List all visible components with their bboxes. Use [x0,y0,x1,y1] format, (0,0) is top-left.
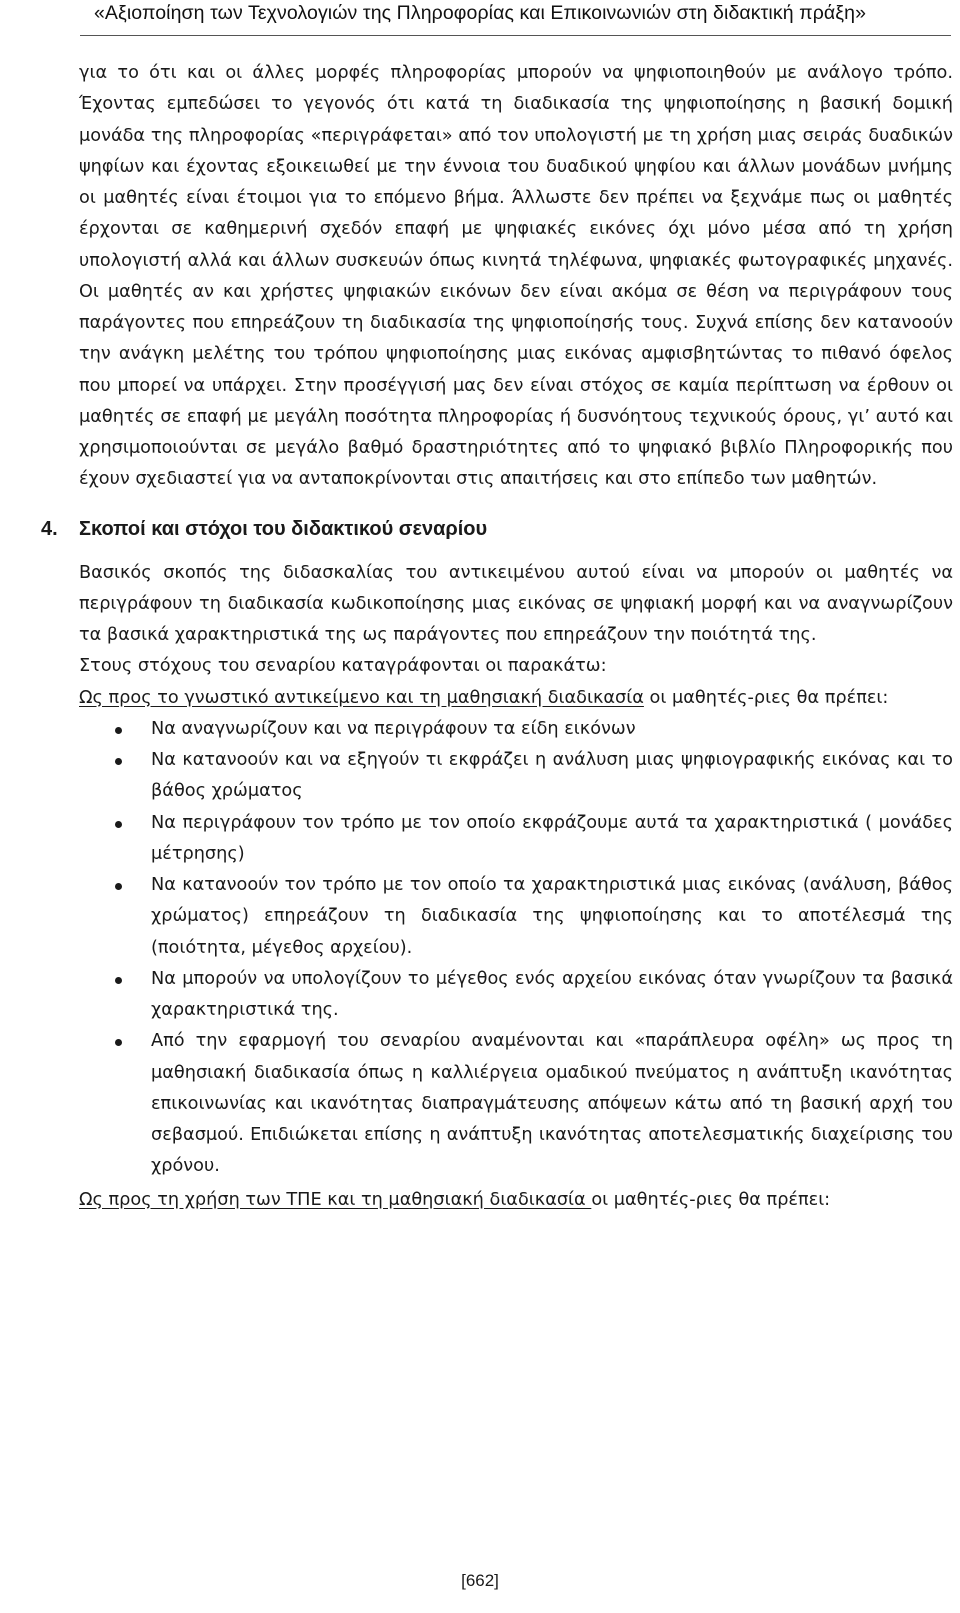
ict-underlined: Ως προς τη χρήση των ΤΠΕ και τη μαθησιακή διαδικασία [79,1189,592,1210]
section-heading [41,514,953,544]
page-body [41,58,953,1216]
list-item: Να κατανοούν και να εξηγούν τι εκφράζει η ανάλυση μιας ψηφιογραφικής εικόνας και το βάθος χρώματος [151,745,953,808]
knowledge-underlined: Ως προς το γνωστικό αντικείμενο και τη μαθησιακή διαδικασία [79,687,644,708]
knowledge-rest: οι μαθητές-ριες θα πρέπει: [643,687,889,708]
aim-paragraph: Βασικός σκοπός της διδασκαλίας του αντικειμένου αυτού είναι να μπορούν οι μαθητές να περιγράφουν τη διαδικασία κωδικοποίησης μιας εικόνας σε ψηφιακή μορφή και να αναγνωρίζουν τα βασικά χαρακτηριστικά της ως παράγοντες που επηρεάζουν την ποιότητά της. [79,562,953,645]
ict-intro [79,1185,953,1216]
list-item: Να περιγράφουν τον τρόπο με τον οποίο εκφράζουμε αυτά τα χαρακτηριστικά ( μονάδες μέτρησης) [151,808,953,871]
page-number: [662] [461,1571,499,1590]
list-item: Να κατανοούν τον τρόπο με τον οποίο τα χαρακτηριστικά μιας εικόνας (ανάλυση, βάθος χρώματος) επηρεάζουν τη διαδικασία της ψηφιοποίησης και το αποτέλεσμά της (ποιότητα, μέγεθος αρχείου). [151,870,953,964]
page-header: «Αξιοποίηση των Τεχνολογιών της Πληροφορίας και Επικοινωνιών στη διδακτική πράξη» [93,2,867,24]
list-item: Να μπορούν να υπολογίζουν το μέγεθος ενός αρχείου εικόνας όταν γνωρίζουν τα βασικά χαρακτηριστικά της. [151,964,953,1027]
header-rule [80,35,951,36]
intro-paragraph: για το ότι και οι άλλες μορφές πληροφορίας μπορούν να ψηφιοποιηθούν με ανάλογο τρόπο. Έχοντας εμπεδώσει το γεγονός ότι κατά τη διαδικασία της ψηφιοποίησης η βασική δομική μονάδα της πληροφορίας «περιγράφεται» από τον υπολογιστή με τη χρήση μιας σειράς δυαδικών ψηφίων και έχοντας εξοικειωθεί με την έννοια του δυαδικού ψηφίου και άλλων μονάδων μνήμης οι μαθητές είναι έτοιμοι για το επόμενο βήμα. Άλλωστε δεν πρέπει να ξεχνάμε πως οι μαθητές έρχονται σε καθημερινή σχεδόν επαφή με ψηφιακές εικόνες όχι μόνο μέσα από τη χρήση υπολογιστή αλλά και άλλων συσκευών όπως κινητά τηλέφωνα, ψηφιακές φωτογραφικές μηχανές. Οι μαθητές αν και χρήστες ψηφιακών εικόνων δεν είναι ακόμα σε θέση να περιγράφουν τους παράγοντες που επηρεάζουν τη διαδικασία της ψηφιοποίησής τους. Συχνά επίσης δεν κατανοούν την ανάγκη μελέτης του τρόπου ψηφιοποίησης μιας εικόνας αμφισβητώντας το πιθανό όφελος που μπορεί να υπάρχει. Στην προσέγγισή μας δεν είναι στόχος σε καμία περίπτωση να έρθουν οι μαθητές σε επαφή με μεγάλη ποσότητα πληροφορίας ή δυσνόητους τεχνικούς όρους, γι’ αυτό και χρησιμοποιούνται σε μεγάλο βαθμό δραστηριότητες από το ψηφιακό βιβλίο Πληροφορικής που έχουν σχεδιαστεί για να ανταποκρίνονται στις απαιτήσεις και στο επίπεδο των μαθητών. [79,63,953,490]
list-item: Από την εφαρμογή του σεναρίου αναμένονται και «παράπλευρα οφέλη» ως προς τη μαθησιακή διαδικασία όπως η καλλιέργεια ομαδικού πνεύματος η ανάπτυξη ικανότητας επικοινωνίας και ικανότητας διαπραγμάτευσης απόψεων κάτω από τη βασική αρχή του σεβασμού. Επιδιώκεται επίσης η ανάπτυξη ικανότητας αποτελεσματικής διαχείρισης του χρόνου. [151,1026,953,1182]
section-number: 4. [41,517,58,540]
goals-intro: Στους στόχους του σεναρίου καταγράφονται οι παρακάτω: [79,656,607,677]
section-title: Σκοποί και στόχοι του διδακτικού σεναρίου [79,517,488,540]
knowledge-intro [79,683,953,714]
list-item: Να αναγνωρίζουν και να περιγράφουν τα είδη εικόνων [151,714,953,745]
ict-rest: οι μαθητές-ριες θα πρέπει: [591,1189,831,1210]
knowledge-goals-list [79,714,953,1183]
